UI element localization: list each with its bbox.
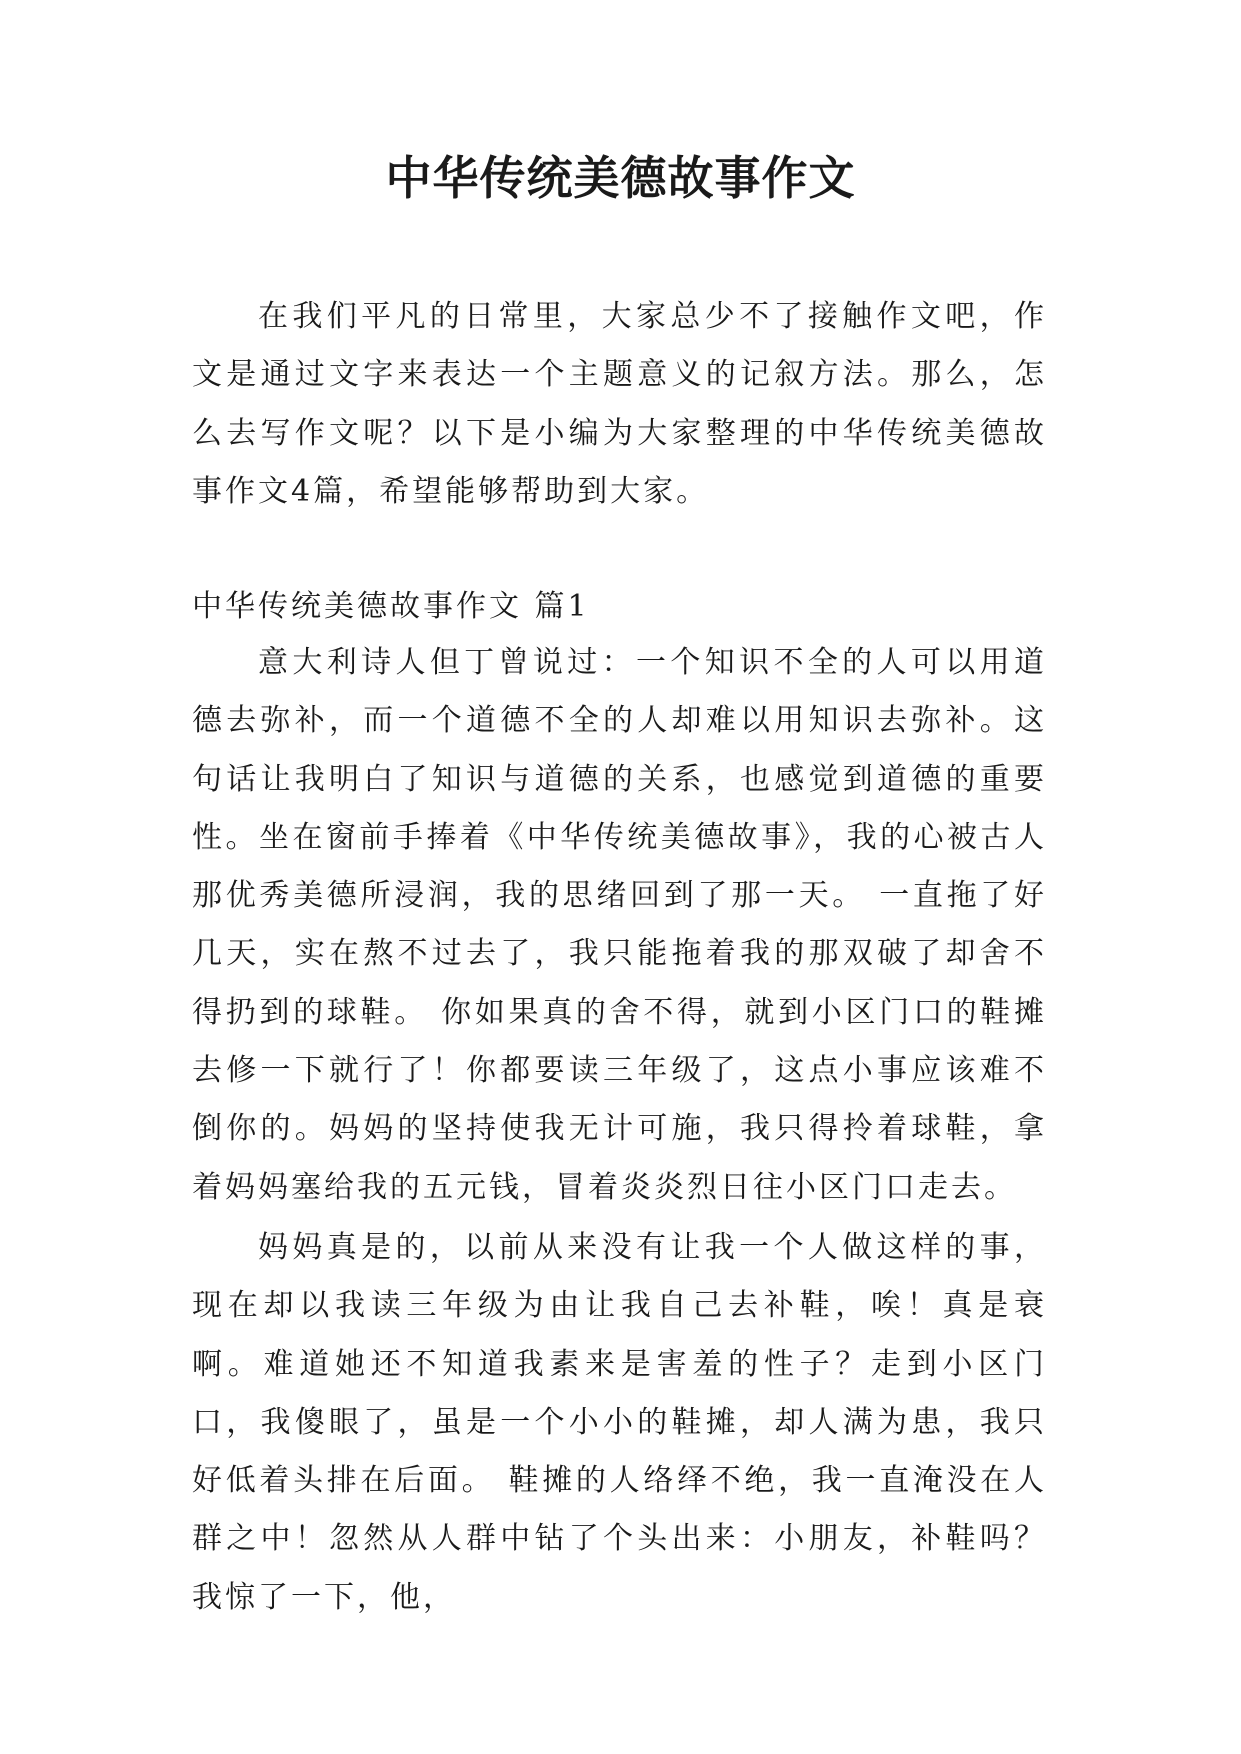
body-paragraph: 意大利诗人但丁曾说过：一个知识不全的人可以用道德去弥补，而一个道德不全的人却难以用知识去弥补。这句话让我明白了知识与道德的关系，也感觉到道德的重要性。坐在窗前手捧着《中华传统美德故事》，我的心被古人那优秀美德所浸润，我的思绪回到了那一天。 一直拖了好几天，实在熬不过去了，我只能拖着我的那双破了却舍不得扔到的球鞋。 你如果真的舍不得，就到小区门口的鞋摊去修一下就行了！你都要读三年级了，这点小事应该难不倒你的。妈妈的坚持使我无计可施，我只得拎着球鞋，拿着妈妈塞给我的五元钱，冒着炎炎烈日往小区门口走去。 [192, 645, 1047, 1205]
intro-paragraph: 在我们平凡的日常里，大家总少不了接触作文吧，作文是通过文字来表达一个主题意义的记叙方法。那么，怎么去写作文呢？以下是小编为大家整理的中华传统美德故事作文4篇，希望能够帮助到大家。 [192, 299, 1047, 509]
body-paragraph: 妈妈真是的，以前从来没有让我一个人做这样的事，现在却以我读三年级为由让我自己去补鞋，唉！真是衰啊。难道她还不知道我素来是害羞的性子？走到小区门口，我傻眼了，虽是一个小小的鞋摊，却人满为患，我只好低着头排在后面。 鞋摊的人络绎不绝，我一直淹没在人群之中！忽然从人群中钻了个头出来：小朋友，补鞋吗？我惊了一下，他， [192, 1230, 1047, 1615]
section-heading: 中华传统美德故事作文 篇1 [192, 589, 590, 624]
document-title: 中华传统美德故事作文 [385, 151, 856, 205]
